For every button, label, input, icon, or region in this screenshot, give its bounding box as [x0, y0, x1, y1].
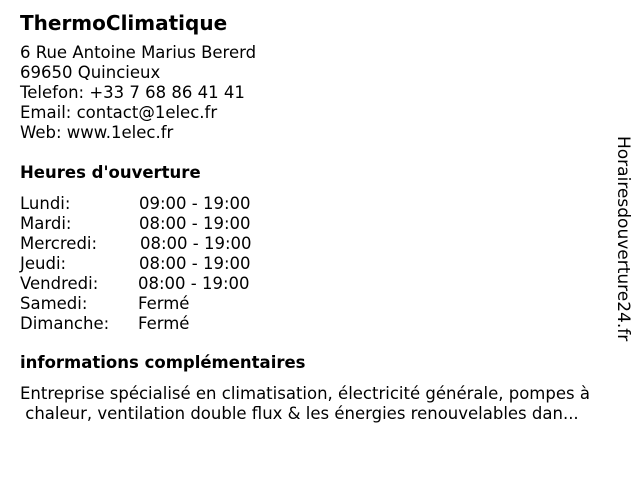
day-label: Lundi:: [20, 194, 71, 213]
side-brand-watermark: Horairesdouverture24.fr: [613, 136, 633, 342]
hours-heading: Heures d'ouverture: [20, 163, 201, 182]
time-value: 08:00 - 19:00: [138, 274, 250, 293]
day-label: Vendredi:: [20, 274, 99, 293]
day-label: Jeudi:: [20, 254, 67, 273]
contact-block: [20, 43, 256, 143]
address-street: 6 Rue Antoine Marius Bererd: [20, 43, 257, 62]
time-value: 08:00 - 19:00: [139, 254, 251, 273]
business-name: ThermoClimatique: [20, 11, 228, 35]
info-description: [20, 384, 620, 424]
address-city: 69650 Quincieux: [20, 63, 161, 82]
day-label: Mercredi:: [20, 234, 98, 253]
email-line: Email: contact@1elec.fr: [20, 103, 218, 122]
info-heading: informations complémentaires: [20, 353, 306, 372]
day-label: Mardi:: [20, 214, 72, 233]
time-value: 09:00 - 19:00: [139, 194, 251, 213]
time-value: 08:00 - 19:00: [140, 234, 252, 253]
info-line-2: chaleur, ventilation double flux & les énergies renouvelables dan...: [20, 404, 579, 423]
time-value: 08:00 - 19:00: [139, 214, 251, 233]
web-line: Web: www.1elec.fr: [20, 123, 174, 142]
day-label: Samedi:: [20, 294, 88, 313]
day-label: Dimanche:: [20, 314, 110, 333]
time-value: Fermé: [138, 294, 190, 313]
info-line-1: Entreprise spécialisé en climatisation, électricité générale, pompes à: [20, 384, 590, 403]
phone-line: Telefon: +33 7 68 86 41 41: [20, 83, 245, 102]
time-value: Fermé: [138, 314, 190, 333]
